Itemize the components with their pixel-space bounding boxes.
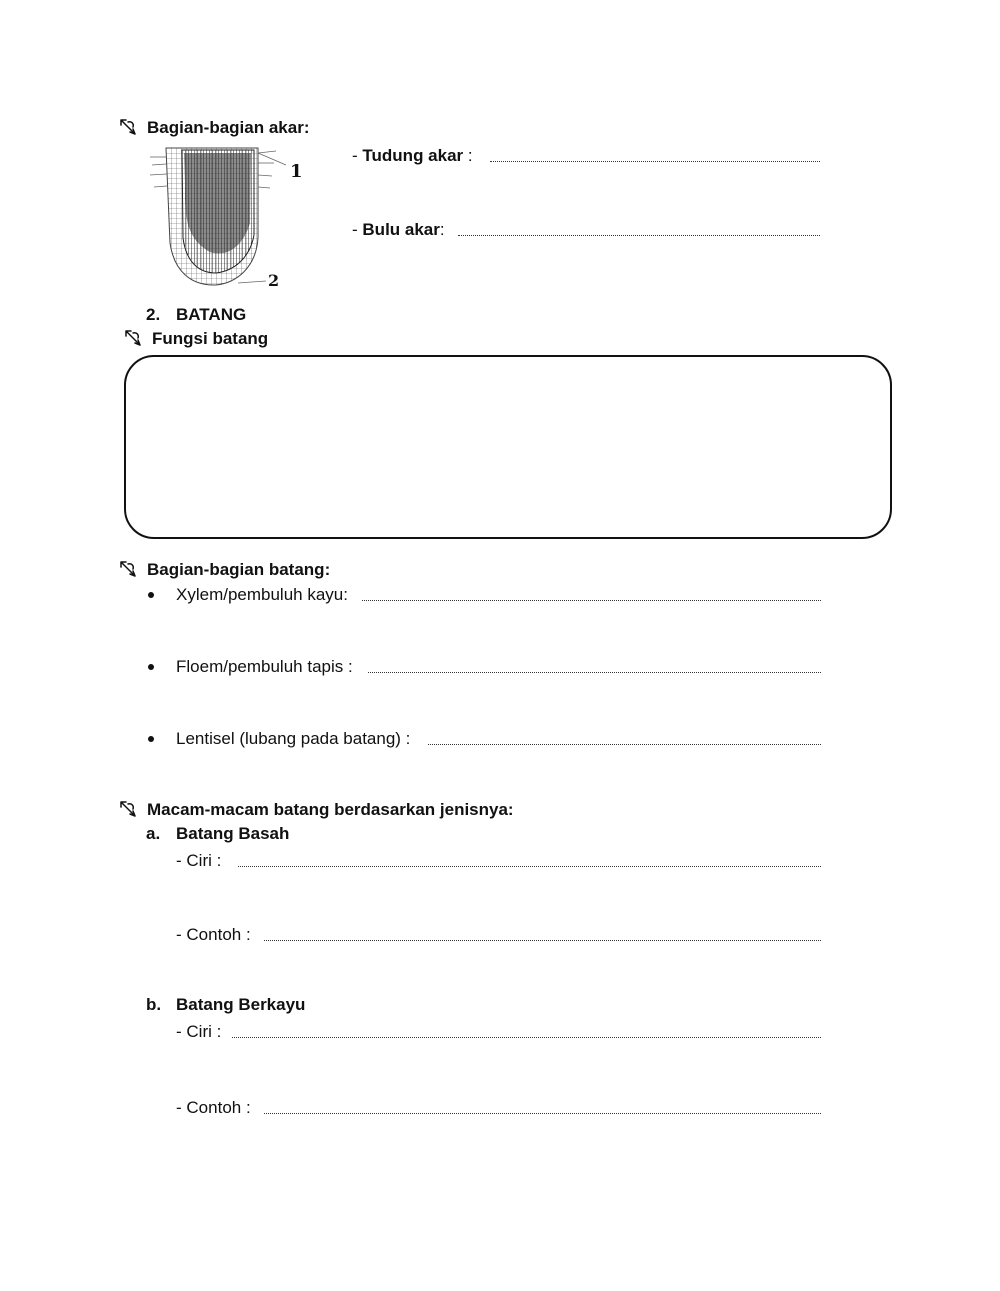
- contoh-label: Contoh :: [186, 925, 251, 944]
- stem-part-xylem: Xylem/pembuluh kayu:: [176, 585, 348, 604]
- answer-line-basah-contoh[interactable]: [264, 940, 821, 941]
- pencil-icon: [118, 559, 138, 579]
- bullet: [148, 736, 154, 742]
- answer-line-floem[interactable]: [368, 672, 821, 673]
- contoh-label: Contoh :: [186, 1098, 251, 1117]
- pencil-icon: [123, 328, 143, 348]
- dash: -: [176, 925, 182, 944]
- ciri-label: Ciri :: [186, 851, 222, 870]
- bulu-akar-label: Bulu akar: [362, 220, 440, 239]
- bullet: [148, 592, 154, 598]
- type-b-letter: b.: [146, 995, 162, 1014]
- bullet: [148, 664, 154, 670]
- type-a-letter: a.: [146, 824, 161, 843]
- type-a-ciri: [176, 851, 221, 871]
- separator: :: [463, 146, 473, 165]
- answer-line-berkayu-ciri[interactable]: [232, 1037, 821, 1038]
- root-tip-figure: [146, 143, 306, 295]
- type-b-contoh: [176, 1098, 251, 1118]
- section-title: BATANG: [176, 305, 247, 324]
- type-b-name: Batang Berkayu: [176, 995, 306, 1014]
- pencil-icon: [118, 799, 138, 819]
- root-item-tudung: [352, 146, 473, 166]
- root-parts-heading: Bagian-bagian akar:: [147, 118, 310, 137]
- answer-line-lentisel[interactable]: [428, 744, 821, 745]
- dash: -: [176, 851, 182, 870]
- ciri-label: Ciri :: [186, 1022, 222, 1041]
- stem-part-lentisel: Lentisel (lubang pada batang) :: [176, 729, 411, 748]
- stem-function-answer-box[interactable]: [124, 355, 892, 539]
- type-b-ciri: [176, 1022, 221, 1042]
- type-a-contoh: [176, 925, 251, 945]
- answer-line-basah-ciri[interactable]: [238, 866, 821, 867]
- root-item-bulu: [352, 220, 445, 240]
- answer-line-bulu-akar[interactable]: [458, 235, 820, 236]
- separator: :: [439, 220, 445, 239]
- type-a-name: Batang Basah: [176, 824, 290, 843]
- section-number: 2.: [146, 305, 161, 324]
- stem-part-floem: Floem/pembuluh tapis :: [176, 657, 353, 676]
- figure-label-1: 1: [290, 161, 303, 182]
- stem-types-heading: Macam-macam batang berdasarkan jenisnya:: [147, 800, 514, 819]
- answer-line-xylem[interactable]: [362, 600, 821, 601]
- answer-line-tudung-akar[interactable]: [490, 161, 820, 162]
- tudung-akar-label: Tudung akar: [362, 146, 464, 165]
- dash: -: [352, 220, 358, 239]
- stem-function-heading: Fungsi batang: [152, 329, 269, 348]
- dash: -: [176, 1098, 182, 1117]
- answer-line-berkayu-contoh[interactable]: [264, 1113, 821, 1114]
- dash: -: [352, 146, 358, 165]
- figure-label-2: 2: [268, 271, 280, 290]
- dash: -: [176, 1022, 182, 1041]
- stem-parts-heading: Bagian-bagian batang:: [147, 560, 331, 579]
- pencil-icon: [118, 117, 138, 137]
